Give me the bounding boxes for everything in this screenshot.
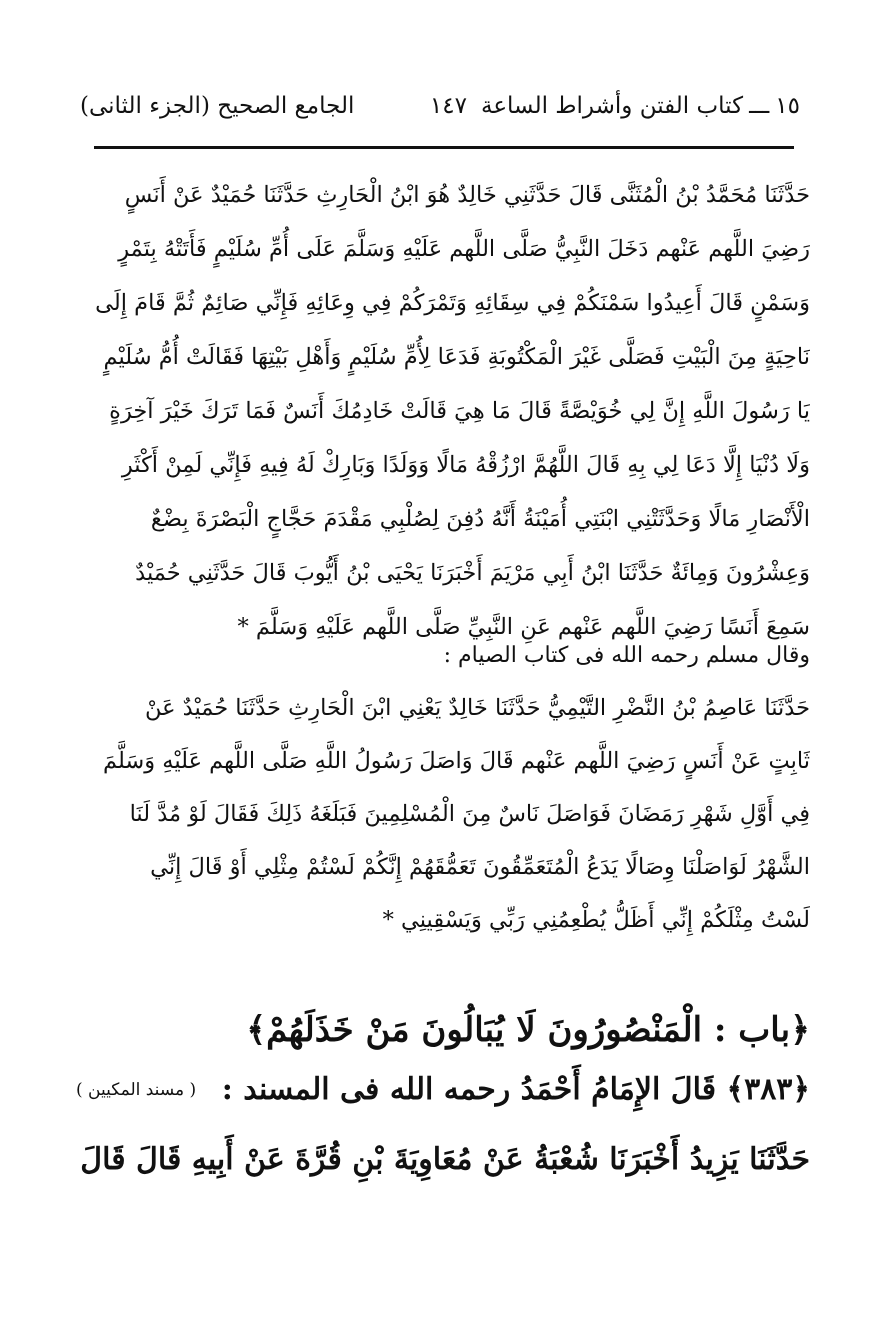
- text-line: يَا رَسُولَ اللَّهِ إِنَّ لِي خُوَيْصَّةً قَالَ مَا هِيَ قَالَتْ خَادِمُكَ أَنَسٌ فَمَا تَرَكَ خَيْرَ آخِرَةٍ: [109, 398, 810, 424]
- text-line: سَمِعَ أَنَسًا رَضِيَ اللَّهم عَنْهم عَنِ النَّبِيِّ صَلَّى اللَّهم عَلَيْهِ وَسَلَّمَ *: [237, 614, 810, 640]
- hadith-first-line: حَدَّثَنَا يَزِيدُ أَخْبَرَنَا شُعْبَةُ عَنْ مُعَاوِيَةَ بْنِ قُرَّةَ عَنْ أَبِيهِ قَالَ قَالَ: [80, 1142, 810, 1177]
- text-line: نَاحِيَةٍ مِنَ الْبَيْتِ فَصَلَّى غَيْرَ الْمَكْتُوبَةِ فَدَعَا لِأُمِّ سُلَيْمٍ وَأَهْلِ بَيْتِهَا فَقَالَتْ أُمُّ سُلَيْمٍ: [103, 344, 810, 370]
- text-line: رَضِيَ اللَّهم عَنْهم دَخَلَ النَّبِيُّ صَلَّى اللَّهم عَلَيْهِ وَسَلَّمَ عَلَى أُمِّ سُلَيْمٍ فَأَتَتْهُ بِتَمْرٍ: [118, 236, 810, 262]
- text-line: حَدَّثَنَا عَاصِمُ بْنُ النَّضْرِ التَّيْمِيُّ حَدَّثَنَا خَالِدٌ يَعْنِي ابْنَ الْحَارِثِ حَدَّثَنَا حُمَيْدٌ عَنْ: [144, 695, 810, 721]
- page-number: ١٤٧: [429, 93, 467, 119]
- intro-block: [76, 634, 810, 678]
- hadith-title: ﴿٣٨٣﴾ قَالَ الإِمَامُ أَحْمَدُ رحمه الله فى المسند :: [221, 1072, 810, 1107]
- chapter-number: ١٥: [775, 93, 800, 119]
- intro-line: وقال مسلم رحمه الله فى كتاب الصيام :: [443, 643, 810, 668]
- second-narration: [76, 682, 810, 947]
- text-line: وَعِشْرُونَ وَمِائَةٌ حَدَّثَنَا ابْنُ أَبِي مَرْيَمَ أَخْبَرَنَا يَحْيَى بْنُ أَيُّوبَ قَالَ حَدَّثَنِي حُمَيْدٌ: [135, 560, 810, 586]
- chapter-heading: ﴿باب : الْمَنْصُورُونَ لَا يُبَالُونَ مَنْ خَذَلَهُمْ﴾: [246, 1010, 810, 1050]
- page-header: [80, 86, 800, 126]
- text-line: وَسَمْنٍ قَالَ أَعِيدُوا سَمْنَكُمْ فِي سِقَائِهِ وَتَمْرَكُمْ فِي وِعَائِهِ فَإِنِّي صَائِمٌ ثُمَّ قَامَ إِلَى: [95, 290, 810, 316]
- text-line: وَلَا دُنْيَا إِلَّا دَعَا لِي بِهِ قَالَ اللَّهُمَّ ارْزُقْهُ مَالًا وَوَلَدًا وَبَارِكْ لَهُ فِيهِ فَإِنِّي لَمِنْ أَكْثَرِ: [121, 452, 810, 478]
- text-line: الْأَنْصَارِ مَالًا وَحَدَّثَتْنِي ابْنَتِي أُمَيْنَةُ أَنَّهُ دُفِنَ لِصُلْبِي مَقْدَمَ حَجَّاجٍ الْبَصْرَةَ بِضْعٌ: [150, 506, 810, 532]
- chapter-title: كتاب الفتن وأشراط الساعة: [480, 93, 744, 119]
- text-line: الشَّهْرُ لَوَاصَلْنَا وِصَالًا يَدَعُ الْمُتَعَمِّقُونَ تَعَمُّقَهُمْ إِنَّكُمْ لَسْتُمْ مِثْلِي أَوْ قَالَ إِنِّي: [150, 854, 810, 880]
- text-line: ثَابِتٍ عَنْ أَنَسٍ رَضِيَ اللَّهم عَنْهم قَالَ وَاصَلَ رَسُولُ اللَّهِ صَلَّى اللَّهم عَلَيْهِ وَسَلَّمَ: [103, 748, 810, 774]
- header-chapter: [416, 93, 800, 119]
- book-title: الجامع الصحيح (الجزء الثانى): [80, 93, 355, 119]
- hadith-title-row: [76, 1072, 810, 1107]
- text-line: لَسْتُ مِثْلَكُمْ إِنِّي أَظَلُّ يُطْعِمُنِي رَبِّي وَيَسْقِينِي *: [382, 907, 810, 933]
- header-dash: ـــ: [749, 93, 770, 119]
- first-narration: [76, 168, 810, 654]
- text-line: فِي أَوَّلِ شَهْرِ رَمَضَانَ فَوَاصَلَ نَاسٌ مِنَ الْمُسْلِمِينَ فَبَلَغَهُ ذَلِكَ فَقَالَ لَوْ مُدَّ لَنَا: [129, 801, 810, 827]
- header-divider: [94, 146, 794, 149]
- text-line: حَدَّثَنَا مُحَمَّدُ بْنُ الْمُثَنَّى قَالَ حَدَّثَنِي خَالِدٌ هُوَ ابْنُ الْحَارِثِ حَدَّثَنَا حُمَيْدٌ عَنْ أَنَسٍ: [124, 182, 810, 208]
- source-note: ( مسند المكيين ): [76, 1079, 197, 1100]
